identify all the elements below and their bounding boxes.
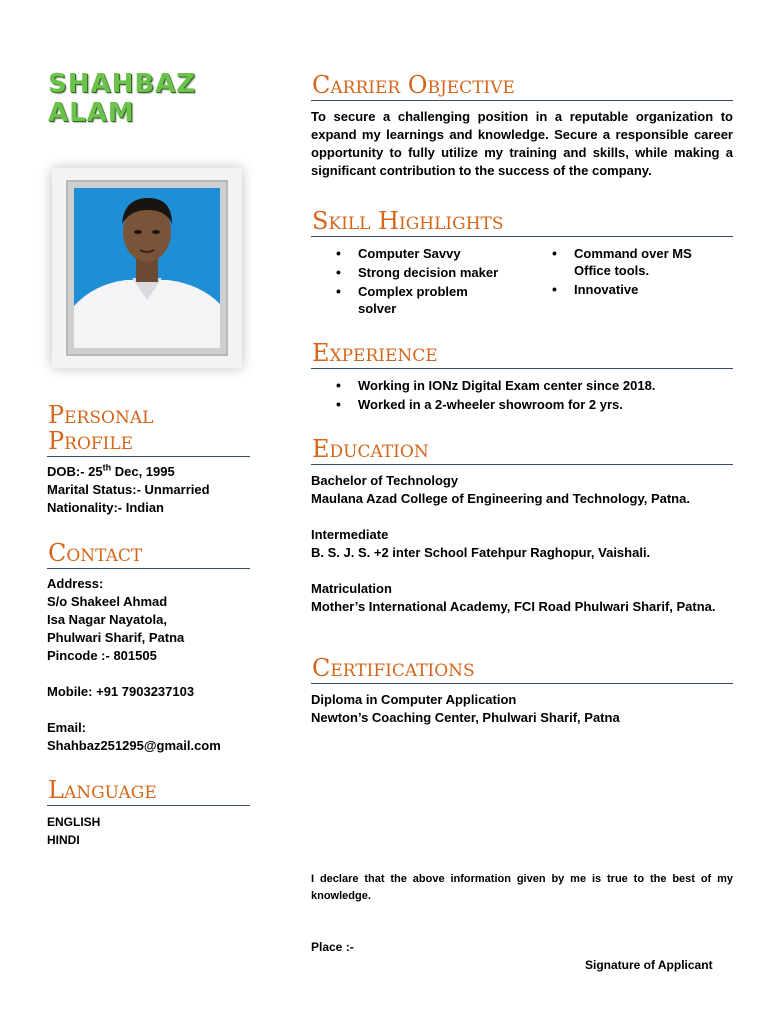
skill-item: • Command over MS Office tools. <box>552 245 704 279</box>
language-heading: Language <box>48 776 157 804</box>
contact-heading: Contact <box>48 539 143 567</box>
declaration-text: I declare that the above information given by me is true to the best of my knowledge. <box>311 873 733 902</box>
experience-heading: Experience <box>312 339 438 367</box>
skill-item: • Strong decision maker <box>336 264 516 281</box>
education-degree: Bachelor of Technology <box>311 473 459 488</box>
objective-rule <box>311 100 733 101</box>
education-heading: Education <box>312 435 429 463</box>
language-item: ENGLISH <box>47 815 101 829</box>
skill-item: • Innovative <box>552 281 712 298</box>
signature-label: Signature of Applicant <box>585 958 713 972</box>
certification-title: Diploma in Computer Application <box>311 692 517 707</box>
certifications-rule <box>311 683 733 684</box>
personal-profile-heading-line1: Personal <box>48 401 154 429</box>
address-line: Isa Nagar Nayatola, <box>47 612 167 627</box>
personal-profile-rule <box>47 456 250 457</box>
name-first: SHAHBAZ <box>48 69 197 99</box>
skills-list-col2 <box>552 245 712 300</box>
objective-text: To secure a challenging position in a reputable organization to expand my learnings and knowledge. Secure a responsible career opportunity to fully utilize my training and skills, while making a significant contribution to the success of the company. <box>311 109 733 178</box>
education-rule <box>311 464 733 465</box>
photo-mat <box>66 180 228 356</box>
certifications-details <box>311 691 733 727</box>
nationality: Nationality:- Indian <box>47 500 164 515</box>
language-item: HINDI <box>47 833 80 847</box>
skills-rule <box>311 236 733 237</box>
marital-status: Marital Status:- Unmarried <box>47 482 210 497</box>
applicant-name <box>48 70 248 128</box>
education-details <box>311 472 733 616</box>
language-rule <box>47 805 250 806</box>
pincode: Pincode :- 801505 <box>47 648 157 663</box>
address-line: Phulwari Sharif, Patna <box>47 630 185 645</box>
place-label: Place :- <box>311 940 354 954</box>
photo-frame <box>52 168 242 368</box>
portrait-illustration <box>74 188 220 348</box>
certifications-heading: Certifications <box>312 654 475 682</box>
personal-profile-heading-line2: Profile <box>48 427 134 455</box>
experience-item: • Working in IONz Digital Exam center since 2018. <box>336 377 736 394</box>
skills-list-col1 <box>336 245 516 319</box>
mobile: Mobile: +91 7903237103 <box>47 684 195 699</box>
objective-heading: Carrier Objective <box>312 71 515 99</box>
skill-item: • Complex problem solver <box>336 283 478 317</box>
contact-rule <box>47 568 250 569</box>
skills-heading: Skill Highlights <box>312 207 504 235</box>
experience-list <box>336 377 736 415</box>
education-institution: Mother’s International Academy, FCI Road Phulwari Sharif, Patna. <box>311 599 716 614</box>
language-list <box>47 813 100 849</box>
name-last: ALAM <box>48 98 135 128</box>
contact-details <box>47 575 257 755</box>
applicant-photo <box>74 188 220 348</box>
skill-item: • Computer Savvy <box>336 245 516 262</box>
email-label: Email: <box>47 720 87 735</box>
education-degree: Matriculation <box>311 581 392 596</box>
email: Shahbaz251295@gmail.com <box>47 738 221 753</box>
education-institution: Maulana Azad College of Engineering and Technology, Patna. <box>311 491 690 506</box>
experience-rule <box>311 368 733 369</box>
personal-profile-heading <box>48 402 153 454</box>
dob: DOB:- 25th Dec, 1995 <box>47 462 175 479</box>
education-institution: B. S. J. S. +2 inter School Fatehpur Raghopur, Vaishali. <box>311 545 651 560</box>
address-line: S/o Shakeel Ahmad <box>47 594 168 609</box>
education-degree: Intermediate <box>311 527 389 542</box>
address-label: Address: <box>47 576 104 591</box>
personal-profile-details <box>47 463 252 517</box>
certification-institution: Newton’s Coaching Center, Phulwari Sharif, Patna <box>311 710 620 725</box>
experience-item: • Worked in a 2-wheeler showroom for 2 yrs. <box>336 396 736 413</box>
